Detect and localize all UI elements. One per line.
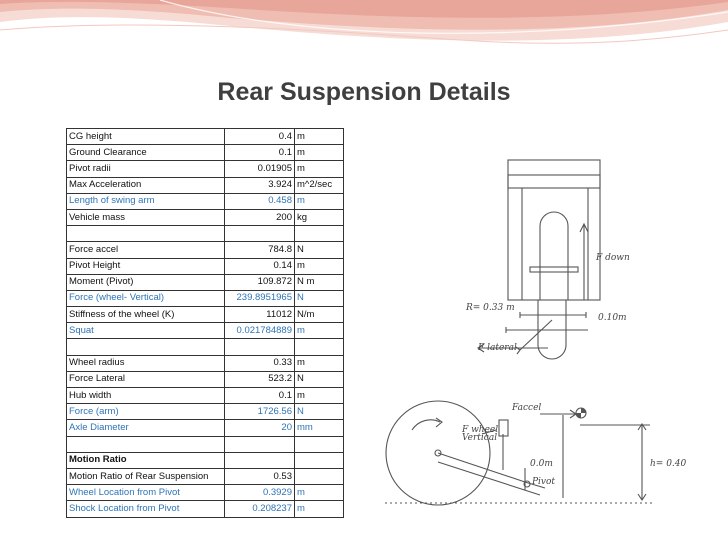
row-value: 0.1 bbox=[225, 388, 295, 404]
label-accel: Faccel bbox=[512, 403, 542, 413]
row-value: 1726.56 bbox=[225, 404, 295, 420]
row-value: 523.2 bbox=[225, 371, 295, 387]
row-label: Squat bbox=[67, 323, 225, 339]
row-unit: m^2/sec bbox=[295, 177, 344, 193]
row-unit: m bbox=[295, 129, 344, 145]
row-label: Pivot Height bbox=[67, 258, 225, 274]
row-unit: m bbox=[295, 355, 344, 371]
label-height: h= 0.40 bbox=[650, 459, 687, 469]
row-value: 0.208237 bbox=[225, 501, 295, 517]
row-value: 0.4 bbox=[225, 129, 295, 145]
row-value: 239.8951965 bbox=[225, 290, 295, 306]
label-pivot: Pivot bbox=[532, 477, 556, 487]
row-unit: N/m bbox=[295, 307, 344, 323]
row-label: Wheel radius bbox=[67, 355, 225, 371]
row-label: Force (arm) bbox=[67, 404, 225, 420]
row-label: Force (wheel- Vertical) bbox=[67, 290, 225, 306]
bottom-sketch bbox=[385, 401, 687, 505]
row-label: Axle Diameter bbox=[67, 420, 225, 436]
row-label: Force accel bbox=[67, 242, 225, 258]
row-label: CG height bbox=[67, 129, 225, 145]
row-unit: N bbox=[295, 290, 344, 306]
row-label: Max Acceleration bbox=[67, 177, 225, 193]
row-label: Moment (Pivot) bbox=[67, 274, 225, 290]
row-value: 11012 bbox=[225, 307, 295, 323]
row-unit: m bbox=[295, 145, 344, 161]
row-label: Stiffness of the wheel (K) bbox=[67, 307, 225, 323]
row-label: Hub width bbox=[67, 388, 225, 404]
label-width: 0.10m bbox=[598, 313, 627, 323]
row-label: Force Lateral bbox=[67, 371, 225, 387]
row-label: Wheel Location from Pivot bbox=[67, 485, 225, 501]
row-label: Vehicle mass bbox=[67, 209, 225, 225]
row-value: 784.8 bbox=[225, 242, 295, 258]
row-unit: kg bbox=[295, 209, 344, 225]
row-value: 0.01905 bbox=[225, 161, 295, 177]
row-unit: m bbox=[295, 388, 344, 404]
row-value: 0.021784889 bbox=[225, 323, 295, 339]
row-value: 3.924 bbox=[225, 177, 295, 193]
row-label: Pivot radii bbox=[67, 161, 225, 177]
label-force-down: F down bbox=[596, 253, 630, 263]
row-value: 0.1 bbox=[225, 145, 295, 161]
row-unit: m bbox=[295, 258, 344, 274]
row-unit: N bbox=[295, 242, 344, 258]
row-value: 200 bbox=[225, 209, 295, 225]
label-vertical-2: Vertical bbox=[462, 433, 498, 443]
row-label: Length of swing arm bbox=[67, 193, 225, 209]
row-value: 20 bbox=[225, 420, 295, 436]
row-unit: m bbox=[295, 161, 344, 177]
label-arm-length: 0.0m bbox=[530, 459, 553, 469]
row-unit: m bbox=[295, 193, 344, 209]
row-label: Motion Ratio bbox=[67, 452, 225, 468]
row-label: Shock Location from Pivot bbox=[67, 501, 225, 517]
row-value: 109.872 bbox=[225, 274, 295, 290]
row-label: Motion Ratio of Rear Suspension bbox=[67, 468, 225, 484]
label-radius: R= 0.33 m bbox=[466, 303, 515, 313]
row-unit: mm bbox=[295, 420, 344, 436]
row-value: 0.458 bbox=[225, 193, 295, 209]
label-lateral: F lateral bbox=[478, 343, 517, 353]
row-unit: N bbox=[295, 371, 344, 387]
row-unit: N m bbox=[295, 274, 344, 290]
row-value: 0.3929 bbox=[225, 485, 295, 501]
row-value: 0.33 bbox=[225, 355, 295, 371]
row-label: Ground Clearance bbox=[67, 145, 225, 161]
row-unit: N bbox=[295, 404, 344, 420]
row-unit: m bbox=[295, 323, 344, 339]
row-value: 0.14 bbox=[225, 258, 295, 274]
slide-title: Rear Suspension Details bbox=[217, 78, 511, 106]
row-unit: m bbox=[295, 501, 344, 517]
row-value: 0.53 bbox=[225, 468, 295, 484]
top-sketch bbox=[465, 160, 630, 359]
label-vertical-1: F wheel bbox=[462, 425, 499, 435]
row-unit: m bbox=[295, 485, 344, 501]
